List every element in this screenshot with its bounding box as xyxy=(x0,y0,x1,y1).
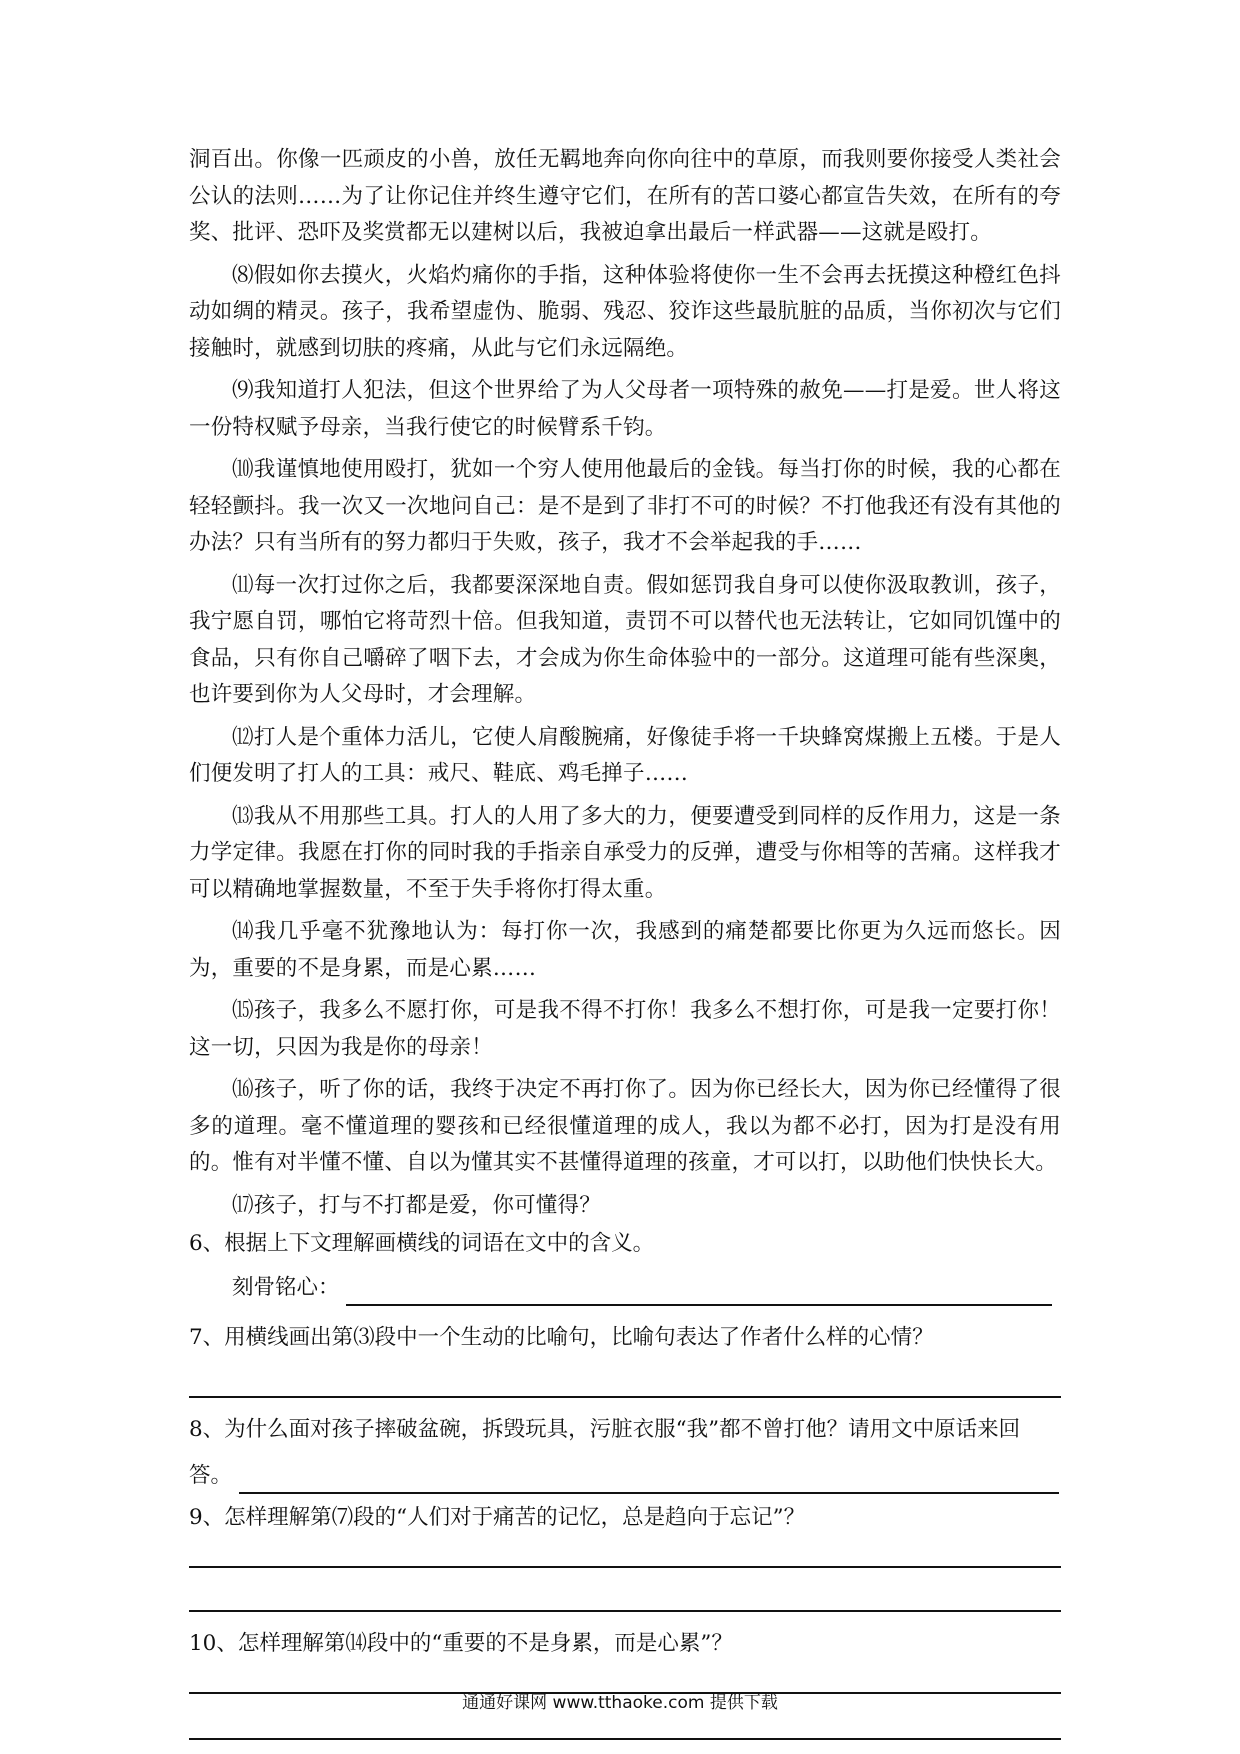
paragraph-10: ⑽我谨慎地使用殴打，犹如一个穷人使用他最后的金钱。每当打你的时候，我的心都在轻轻颤抖。我一次又一次地问自己：是不是到了非打不可的时候？不打他我还有没有其他的办法？只有当所有的努力都归于失败，孩子，我才不会举起我的手…… xyxy=(189,457,1061,555)
question-6-term-row xyxy=(189,1270,1061,1306)
paragraph-8: ⑻假如你去摸火，火焰灼痛你的手指，这种体验将使你一生不会再去抚摸这种橙红色抖动如绸的精灵。孩子，我希望虚伪、脆弱、残忍、狡诈这些最肮脏的品质，当你初次与它们接触时，就感到切肤的疼痛，从此与它们永远隔绝。 xyxy=(189,262,1061,361)
paragraph-16: ⒃孩子，听了你的话，我终于决定不再打你了。因为你已经长大，因为你已经懂得了很多的道理。毫不懂道理的婴孩和已经很懂道理的成人，我以为都不必打，因为打是没有用的。惟有对半懂不懂、自以为懂其实不甚懂得道理的孩童，才可以打，以助他们快快长大。 xyxy=(189,1077,1061,1175)
question-6-answer-line[interactable] xyxy=(346,1276,1052,1306)
page-footer: 通通好课网 www.tthaoke.com 提供下载 xyxy=(462,1693,778,1713)
question-9-text: 9、怎样理解第⑺段的“人们对于痛苦的记忆，总是趋向于忘记”？ xyxy=(189,1505,806,1530)
question-6 xyxy=(189,1226,1061,1306)
question-8-text: 8、为什么面对孩子摔破盆碗，拆毁玩具，污脏衣服“我”都不曾打他？请用文中原话来回 xyxy=(189,1417,1021,1442)
question-9 xyxy=(189,1500,1061,1612)
question-9-answer-line-1[interactable] xyxy=(189,1566,1061,1568)
question-8-cont-row xyxy=(189,1458,1061,1494)
question-10-text: 10、怎样理解第⒁段中的“重要的不是身累，而是心累”？ xyxy=(189,1631,733,1656)
passage-content xyxy=(189,142,1061,1746)
question-6-text: 6、根据上下文理解画横线的词语在文中的含义。 xyxy=(189,1231,655,1256)
paragraph-17: ⒄孩子，打与不打都是爱，你可懂得？ xyxy=(232,1192,601,1218)
paragraph-11: ⑾每一次打过你之后，我都要深深地自责。假如惩罚我自身可以使你汲取教训，孩子，我宁愿自罚，哪怕它将苛烈十倍。但我知道，责罚不可以替代也无法转让，它如同饥馑中的食品，只有你自己嚼碎了咽下去，才会成为你生命体验中的一部分。这道理可能有些深奥，也许要到你为人父母时，才会理解。 xyxy=(189,572,1061,707)
question-8-answer-line[interactable] xyxy=(239,1464,1059,1494)
question-7-text: 7、用横线画出第⑶段中一个生动的比喻句，比喻句表达了作者什么样的心情？ xyxy=(189,1325,934,1350)
paragraph-12: ⑿打人是个重体力活儿，它使人肩酸腕痛，好像徒手将一千块蜂窝煤搬上五楼。于是人们便发明了打人的工具：戒尺、鞋底、鸡毛掸子…… xyxy=(189,724,1061,786)
question-8 xyxy=(189,1412,1061,1494)
question-10-answer-line-2[interactable] xyxy=(189,1738,1061,1740)
paragraph-7-continued: 洞百出。你像一匹顽皮的小兽，放任无羁地奔向你向往中的草原，而我则要你接受人类社会公认的法则……为了让你记住并终生遵守它们，在所有的苦口婆心都宣告失效，在所有的夸奖、批评、恐吓及奖赏都无以建树以后，我被迫拿出最后一样武器——这就是殴打。 xyxy=(189,147,1061,245)
question-9-answer-line-2[interactable] xyxy=(189,1610,1061,1612)
paragraph-15: ⒂孩子，我多么不愿打你，可是我不得不打你！我多么不想打你，可是我一定要打你！这一切，只因为我是你的母亲！ xyxy=(189,998,1061,1060)
question-6-term-label: 刻骨铭心： xyxy=(232,1275,340,1300)
question-10 xyxy=(189,1626,1061,1740)
paragraph-13: ⒀我从不用那些工具。打人的人用了多大的力，便要遭受到同样的反作用力，这是一条力学定律。我愿在打你的同时我的手指亲自承受力的反弹，遭受与你相等的苦痛。这样我才可以精确地掌握数量，不至于失手将你打得太重。 xyxy=(189,803,1061,902)
paragraph-9: ⑼我知道打人犯法，但这个世界给了为人父母者一项特殊的赦免——打是爱。世人将这一份特权赋予母亲，当我行使它的时候臂系千钧。 xyxy=(189,378,1061,440)
question-8-cont-text: 答。 xyxy=(189,1463,233,1488)
question-7-answer-line[interactable] xyxy=(189,1396,1061,1398)
question-7 xyxy=(189,1320,1061,1398)
paragraph-14: ⒁我几乎毫不犹豫地认为：每打你一次，我感到的痛楚都要比你更为久远而悠长。因为，重要的不是身累，而是心累…… xyxy=(189,919,1061,981)
